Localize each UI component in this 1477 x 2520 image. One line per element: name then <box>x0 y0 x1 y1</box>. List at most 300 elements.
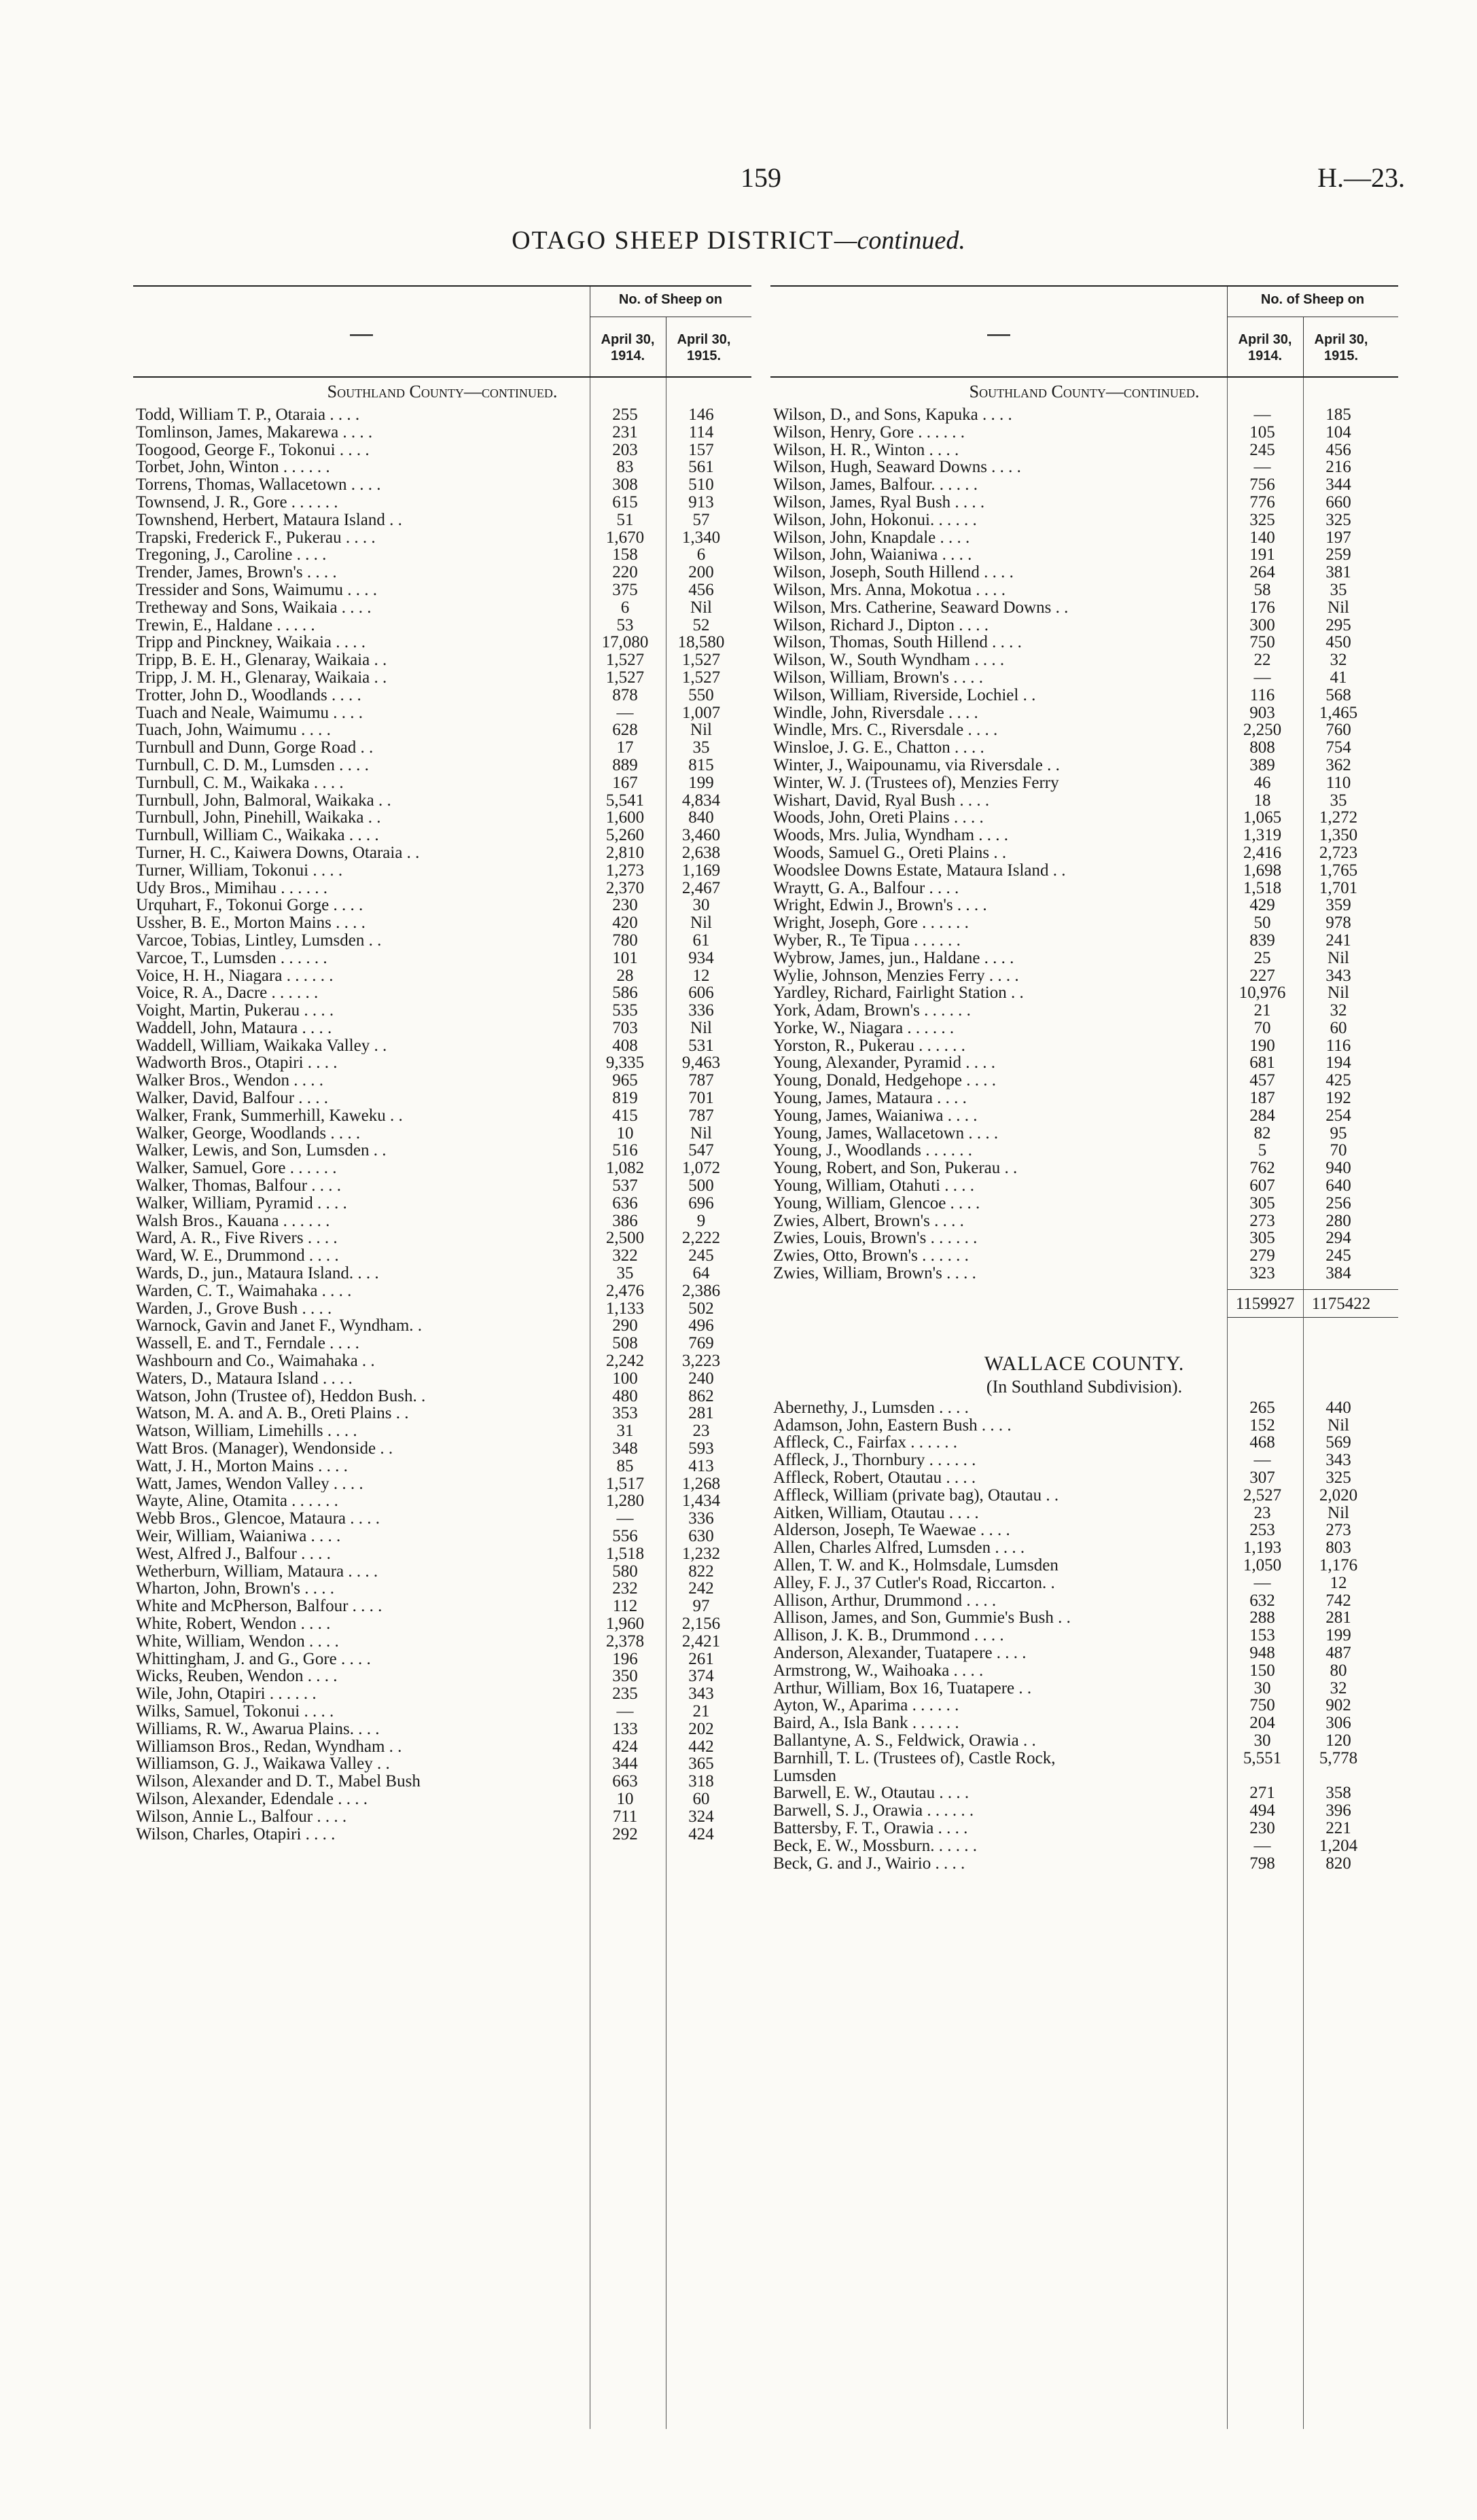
sheep-1915: 18,580 <box>677 633 725 652</box>
table-row <box>133 1422 751 1440</box>
sheep-1914: 153 <box>1249 1626 1275 1645</box>
sheep-1914: 100 <box>612 1369 638 1388</box>
table-row <box>133 1738 751 1756</box>
sheep-1914: 819 <box>612 1089 638 1108</box>
sheep-1914: 348 <box>612 1439 638 1458</box>
sheep-1915: 23 <box>692 1422 710 1441</box>
table-row <box>133 1492 751 1510</box>
sheep-1914: 30 <box>1253 1678 1271 1697</box>
table-row <box>133 757 751 774</box>
table-row <box>133 1563 751 1581</box>
owner-name: Watt Bros. (Manager), Wendonside . . <box>136 1440 393 1458</box>
sheep-1915: 104 <box>1325 422 1351 442</box>
sheep-1915: 21 <box>692 1702 710 1721</box>
sheep-1915: 120 <box>1325 1731 1351 1750</box>
sheep-1914: 776 <box>1249 492 1275 511</box>
owner-name: Udy Bros., Mimihau . . . . . . <box>136 879 327 897</box>
sheep-1914: 50 <box>1253 914 1271 933</box>
owner-name: Toogood, George F., Tokonui . . . . <box>136 441 370 459</box>
owner-name: West, Alfred J., Balfour . . . . <box>136 1545 331 1563</box>
sheep-1915: 510 <box>688 475 714 494</box>
table-row <box>770 1229 1398 1247</box>
table-row <box>133 634 751 651</box>
sheep-1915: 696 <box>688 1193 714 1212</box>
owner-name: Baird, A., Isla Bank . . . . . . <box>773 1714 959 1732</box>
sheep-1914: 10 <box>616 1123 634 1142</box>
owner-name: Varcoe, Tobias, Lintley, Lumsden . . <box>136 931 382 950</box>
owner-name: Tripp and Pinckney, Waikaia . . . . <box>136 634 366 652</box>
owner-name: Wilson, Joseph, South Hillend . . . . <box>773 564 1014 581</box>
sheep-1915: 1,701 <box>1319 878 1358 897</box>
table-row <box>133 1388 751 1405</box>
sheep-1914: 353 <box>612 1404 638 1423</box>
table-row <box>770 1557 1398 1574</box>
sheep-1914: 424 <box>612 1737 638 1756</box>
owner-name: Wright, Edwin J., Brown's . . . . <box>773 897 987 915</box>
sheep-1915: 362 <box>1325 755 1351 774</box>
table-row <box>770 1487 1398 1505</box>
sheep-1914: 305 <box>1249 1229 1275 1248</box>
county-heading: Southland County—continued. <box>969 382 1200 401</box>
table-row <box>133 984 751 1002</box>
table-row <box>133 1054 751 1072</box>
table-row <box>133 1703 751 1721</box>
table-row <box>770 1090 1398 1107</box>
sheep-1915: 254 <box>1325 1106 1351 1125</box>
sheep-1914: 9,335 <box>605 1054 645 1073</box>
sheep-1915: 440 <box>1325 1398 1351 1417</box>
owner-name: Urquhart, F., Tokonui Gorge . . . . <box>136 897 363 915</box>
sheep-1914: 101 <box>612 948 638 967</box>
table-row <box>133 546 751 564</box>
sheep-1915: 32 <box>1330 1001 1347 1020</box>
sheep-1915: 325 <box>1325 1469 1351 1488</box>
owner-name: Zwies, Otto, Brown's . . . . . . <box>773 1247 969 1265</box>
sheep-1914: — <box>616 1702 634 1721</box>
sheep-1915: 336 <box>688 1001 714 1020</box>
sheep-1915: 1,350 <box>1319 826 1358 845</box>
table-row <box>133 932 751 950</box>
sheep-1915: 343 <box>1325 1451 1351 1470</box>
owner-name: Ward, A. R., Five Rivers . . . . <box>136 1229 338 1248</box>
table-row <box>133 1370 751 1388</box>
table-row <box>770 1125 1398 1142</box>
year-1914-header: April 30, 1914. <box>601 332 655 363</box>
owner-name: Wilson, William, Brown's . . . . <box>773 668 983 687</box>
owner-name: Trewin, E., Haldane . . . . . <box>136 616 315 634</box>
table-row <box>133 476 751 494</box>
sheep-1915: 701 <box>688 1089 714 1108</box>
table-row <box>770 950 1398 967</box>
table-row <box>770 1767 1398 1785</box>
sheep-1914: 408 <box>612 1036 638 1055</box>
table-row <box>133 1545 751 1563</box>
sheep-1915: 593 <box>688 1439 714 1458</box>
table-row <box>770 1627 1398 1644</box>
owner-name: White, William, Wendon . . . . <box>136 1632 339 1651</box>
owner-name: Wybrow, James, jun., Haldane . . . . <box>773 949 1014 967</box>
table-row <box>133 774 751 792</box>
sheep-1915: 913 <box>688 492 714 511</box>
owner-name: Beck, E. W., Mossburn. . . . . . <box>773 1837 977 1855</box>
table-row <box>133 1142 751 1159</box>
owner-name: Zwies, William, Brown's . . . . <box>773 1265 976 1282</box>
owner-name: Allen, T. W. and K., Holmsdale, Lumsden <box>773 1557 1058 1574</box>
table-row <box>770 844 1398 862</box>
owner-name: Wilson, John, Knapdale . . . . <box>773 528 970 547</box>
sheep-1915: 1,465 <box>1319 703 1358 722</box>
owner-name: Williamson, G. J., Waikawa Valley . . <box>136 1755 390 1774</box>
owner-name: Arthur, William, Box 16, Tuatapere . . <box>773 1679 1032 1697</box>
owner-name: Webb Bros., Glencoe, Mataura . . . . <box>136 1510 380 1528</box>
sheep-1915: 256 <box>1325 1193 1351 1212</box>
sheep-1915: 424 <box>688 1824 714 1843</box>
sheep-1914: 5,260 <box>605 826 645 845</box>
sheep-1914: 308 <box>612 475 638 494</box>
sheep-1915: 199 <box>688 773 714 792</box>
sheep-1914: 292 <box>612 1824 638 1843</box>
table-body <box>133 378 751 2429</box>
sheep-1915: Nil <box>1328 598 1349 617</box>
sheep-1914: 187 <box>1249 1089 1275 1108</box>
sheep-1915: 2,222 <box>681 1229 721 1248</box>
sheep-1914: 780 <box>612 931 638 950</box>
owner-name: Wilson, W., South Wyndham . . . . <box>773 651 1005 669</box>
owner-name: Woods, Samuel G., Oreti Plains . . <box>773 844 1007 862</box>
table-row <box>770 599 1398 617</box>
sheep-1915: 245 <box>688 1246 714 1265</box>
sheep-1915: 496 <box>688 1316 714 1335</box>
year-1915-header: April 30, 1915. <box>677 332 731 363</box>
sheep-1914: 457 <box>1249 1071 1275 1090</box>
table-row <box>770 1054 1398 1072</box>
table-row <box>133 967 751 985</box>
owner-name: York, Adam, Brown's . . . . . . <box>773 1002 971 1020</box>
sheep-1914: 965 <box>612 1071 638 1090</box>
table-row <box>133 1002 751 1020</box>
title-text: OTAGO SHEEP DISTRICT <box>512 226 834 255</box>
owner-name: Wilks, Samuel, Tokonui . . . . <box>136 1702 334 1721</box>
table-row <box>133 1212 751 1230</box>
sheep-1914: 516 <box>612 1141 638 1160</box>
sheep-1915: 241 <box>1325 931 1351 950</box>
table-row <box>770 458 1398 476</box>
sheep-1915: 902 <box>1325 1696 1351 1715</box>
sheep-1914: 35 <box>616 1264 634 1283</box>
owner-name: Young, William, Glencoe . . . . <box>773 1194 980 1212</box>
sheep-1914: 535 <box>612 1001 638 1020</box>
owner-name: Tuach and Neale, Waimumu . . . . <box>136 704 363 722</box>
sheep-1914: 889 <box>612 755 638 774</box>
sheep-1914: 17,080 <box>601 633 649 652</box>
sheep-1914: 21 <box>1253 1001 1271 1020</box>
owner-name: Voice, H. H., Niagara . . . . . . <box>136 967 334 985</box>
table-row <box>770 1592 1398 1610</box>
sheep-1915: 157 <box>688 440 714 459</box>
sheep-1914: 265 <box>1249 1398 1275 1417</box>
sheep-1914: 255 <box>612 406 638 424</box>
sheep-1914: 1,133 <box>605 1299 645 1318</box>
table-row <box>133 564 751 581</box>
table-row <box>770 1539 1398 1557</box>
table-row <box>133 897 751 914</box>
table-row <box>770 1574 1398 1592</box>
owner-name: Trender, James, Brown's . . . . <box>136 564 337 581</box>
table-row <box>770 984 1398 1002</box>
sheep-1915: 200 <box>688 563 714 582</box>
sheep-1914: 480 <box>612 1386 638 1405</box>
sheep-1914: 70 <box>1253 1018 1271 1037</box>
sheep-1915: 9,463 <box>681 1054 721 1073</box>
sheep-1915: 57 <box>692 510 710 529</box>
sheep-1914: 31 <box>616 1422 634 1441</box>
sheep-1914: 232 <box>612 1579 638 1598</box>
owner-name: Armstrong, W., Waihoaka . . . . <box>773 1661 984 1680</box>
sheep-1915: 550 <box>688 685 714 704</box>
sheep-1914: — <box>616 1509 634 1528</box>
sheep-1915: 2,386 <box>681 1281 721 1300</box>
owner-name: Voight, Martin, Pukerau . . . . <box>136 1002 334 1020</box>
table-row <box>770 1417 1398 1435</box>
sheep-1915: 374 <box>688 1667 714 1686</box>
sheep-1914: 762 <box>1249 1159 1275 1178</box>
sheep-1914: 798 <box>1249 1854 1275 1873</box>
table-row <box>133 651 751 669</box>
owner-name: Williamson Bros., Redan, Wyndham . . <box>136 1738 402 1756</box>
sheep-1914: 903 <box>1249 703 1275 722</box>
owner-name: Trapski, Frederick F., Pukerau . . . . <box>136 528 376 547</box>
sheep-1915: 110 <box>1325 773 1351 792</box>
owner-name: Aitken, William, Otautau . . . . <box>773 1504 979 1522</box>
sheep-1915: 343 <box>1325 966 1351 985</box>
table-row <box>133 1159 751 1177</box>
table-row <box>133 1633 751 1651</box>
owner-name: Tuach, John, Waimumu . . . . <box>136 721 331 740</box>
sheep-1915: 630 <box>688 1527 714 1545</box>
table-row <box>133 1685 751 1703</box>
owner-name: Wilson, William, Riverside, Lochiel . . <box>773 686 1036 704</box>
table-row <box>770 880 1398 897</box>
owner-name: Todd, William T. P., Otaraia . . . . <box>136 406 360 424</box>
owner-name: Wadworth Bros., Otapiri . . . . <box>136 1054 338 1073</box>
sheep-1914: — <box>1253 1836 1271 1855</box>
owner-name: Wayte, Aline, Otamita . . . . . . <box>136 1492 338 1511</box>
sheep-1914: 2,378 <box>605 1632 645 1651</box>
owner-name: Wilson, James, Ryal Bush . . . . <box>773 493 985 511</box>
sheep-1915: 820 <box>1325 1854 1351 1873</box>
sheep-1914: 2,250 <box>1243 721 1282 740</box>
table-row <box>770 1247 1398 1265</box>
sheep-1914: 389 <box>1249 755 1275 774</box>
sheep-1915: 306 <box>1325 1714 1351 1733</box>
table-row <box>770 687 1398 704</box>
table-row <box>770 476 1398 494</box>
table-row <box>133 511 751 529</box>
sheep-1915: 30 <box>692 896 710 915</box>
sheep-1915: Nil <box>1328 948 1349 967</box>
sheep-1914: 1,050 <box>1243 1556 1282 1575</box>
sheep-1915: 456 <box>688 580 714 599</box>
sheep-1915: 35 <box>692 738 710 757</box>
owner-name: Woods, John, Oreti Plains . . . . <box>773 809 984 827</box>
sheep-1915: 840 <box>688 808 714 827</box>
sheep-1915: 2,638 <box>681 843 721 862</box>
left-rows <box>133 406 751 1843</box>
owner-name: Alley, F. J., 37 Cutler's Road, Riccarton. . <box>773 1574 1055 1592</box>
table-row <box>770 1452 1398 1469</box>
sheep-1915: 60 <box>1330 1018 1347 1037</box>
owner-name: Williams, R. W., Awarua Plains. . . . <box>136 1720 380 1738</box>
sheep-1914: 271 <box>1249 1784 1275 1803</box>
table-row <box>770 967 1398 985</box>
sheep-1914: 5 <box>1258 1141 1267 1160</box>
owner-name: Wylie, Johnson, Menzies Ferry . . . . <box>773 967 1019 985</box>
table-row <box>770 1837 1398 1855</box>
table-row <box>770 669 1398 687</box>
sheep-1915: 294 <box>1325 1229 1351 1248</box>
sheep-1914: 537 <box>612 1176 638 1195</box>
owner-name: Townsend, J. R., Gore . . . . . . <box>136 493 338 511</box>
table-row <box>770 774 1398 792</box>
sheep-1914: — <box>1253 458 1271 477</box>
table-row <box>133 1265 751 1282</box>
sheep-1915: 413 <box>688 1456 714 1475</box>
owner-name: Barwell, S. J., Orawia . . . . . . <box>773 1802 974 1820</box>
owner-name: Young, James, Wallacetown . . . . <box>773 1124 999 1142</box>
owner-name: Ward, W. E., Drummond . . . . <box>136 1247 339 1265</box>
sheep-1915: 487 <box>1325 1644 1351 1662</box>
table-row <box>133 1808 751 1826</box>
sheep-1915: 41 <box>1330 668 1347 687</box>
owner-name: Tretheway and Sons, Waikaia . . . . <box>136 598 372 617</box>
sheep-count-header: No. of Sheep on <box>1260 292 1365 307</box>
sheep-1915: Nil <box>1328 1416 1349 1435</box>
owner-name: Winsloe, J. G. E., Chatton . . . . <box>773 739 984 757</box>
owner-name: White, Robert, Wendon . . . . <box>136 1615 331 1633</box>
sheep-1914: 290 <box>612 1316 638 1335</box>
table-row <box>133 1598 751 1615</box>
sheep-1914: 615 <box>612 492 638 511</box>
sheep-1915: 295 <box>1325 615 1351 634</box>
owner-name: Wilson, Henry, Gore . . . . . . <box>773 423 965 442</box>
sheep-1915: 6 <box>696 545 706 564</box>
sheep-1914: 307 <box>1249 1469 1275 1488</box>
owner-name: Wassell, E. and T., Ferndale . . . . <box>136 1335 359 1353</box>
sheep-1914: 468 <box>1249 1433 1275 1452</box>
sheep-1914: 305 <box>1249 1193 1275 1212</box>
sheep-1915: 1,268 <box>681 1474 721 1493</box>
sheep-1915: 2,156 <box>681 1614 721 1633</box>
table-row <box>133 1790 751 1808</box>
sheep-1915: 80 <box>1330 1661 1347 1680</box>
owner-name: Winter, W. J. (Trustees of), Menzies Ferry <box>773 774 1059 792</box>
sheep-1915: 70 <box>1330 1141 1347 1160</box>
sheep-1915: 1,765 <box>1319 861 1358 880</box>
table-row <box>770 651 1398 669</box>
sheep-1914: 284 <box>1249 1106 1275 1125</box>
table-row <box>133 687 751 704</box>
owner-name: Warden, C. T., Waimahaka . . . . <box>136 1282 352 1300</box>
table-row <box>770 704 1398 722</box>
sheep-1915: 1,176 <box>1319 1556 1358 1575</box>
right-rows <box>770 406 1398 1282</box>
sheep-1915: 862 <box>688 1386 714 1405</box>
sheep-1914: 191 <box>1249 545 1275 564</box>
sheep-1915: 318 <box>688 1772 714 1791</box>
table-row <box>770 1037 1398 1055</box>
table-row <box>133 1352 751 1370</box>
sheep-1914: 1,960 <box>605 1614 645 1633</box>
sheep-1915: 35 <box>1330 791 1347 810</box>
table-row <box>770 827 1398 844</box>
owner-name: Wilson, Mrs. Anna, Mokotua . . . . <box>773 581 1006 599</box>
sheep-1914: 808 <box>1249 738 1275 757</box>
table-row <box>770 862 1398 880</box>
table-row <box>133 1773 751 1790</box>
owner-name: Affleck, C., Fairfax . . . . . . <box>773 1434 958 1452</box>
sheep-1914: 253 <box>1249 1521 1275 1540</box>
owner-name: Wilson, Richard J., Dipton . . . . <box>773 616 989 634</box>
table-row <box>770 1265 1398 1282</box>
owner-name: Wilson, Hugh, Seaward Downs . . . . <box>773 458 1021 477</box>
sheep-1914: 5,551 <box>1243 1748 1282 1767</box>
sheep-1915: 32 <box>1330 651 1347 670</box>
table-row <box>133 1317 751 1335</box>
sheep-1915: 396 <box>1325 1801 1351 1820</box>
sheep-1915: 1,434 <box>681 1492 721 1511</box>
sheep-1915: 456 <box>1325 440 1351 459</box>
name-column-header: — <box>987 321 1010 346</box>
sheep-1915: 2,421 <box>681 1632 721 1651</box>
owner-name: Affleck, William (private bag), Otautau . . <box>773 1486 1059 1505</box>
table-row <box>770 897 1398 914</box>
right-column <box>770 285 1398 2429</box>
sheep-1915: 1,272 <box>1319 808 1358 827</box>
sheep-1915: 450 <box>1325 633 1351 652</box>
owner-name: Beck, G. and J., Wairio . . . . <box>773 1854 965 1873</box>
table-row <box>133 494 751 511</box>
owner-name: Wile, John, Otapiri . . . . . . <box>136 1685 317 1703</box>
owner-name: Turner, William, Tokonui . . . . <box>136 861 343 880</box>
sheep-1915: 940 <box>1325 1159 1351 1178</box>
table-row <box>770 1662 1398 1680</box>
owner-name: Torrens, Thomas, Wallacetown . . . . <box>136 476 381 494</box>
table-row <box>133 1335 751 1352</box>
sheep-1914: 344 <box>612 1754 638 1774</box>
sheep-1914: 2,370 <box>605 878 645 897</box>
sheep-1914: 235 <box>612 1685 638 1704</box>
owner-name: Wishart, David, Ryal Bush . . . . <box>773 791 990 810</box>
sheep-1914: 2,242 <box>605 1352 645 1371</box>
sheep-1914: 1,527 <box>605 651 645 670</box>
owner-name: Washbourn and Co., Waimahaka . . <box>136 1352 375 1370</box>
table-row <box>770 442 1398 459</box>
owner-name: Watson, John (Trustee of), Heddon Bush. . <box>136 1387 426 1405</box>
table-row <box>770 1072 1398 1090</box>
owner-name: Allison, James, and Son, Gummie's Bush . . <box>773 1609 1071 1627</box>
table-row <box>133 914 751 932</box>
sheep-1915: 442 <box>688 1737 714 1756</box>
table-row <box>133 739 751 757</box>
sheep-1914: 1,193 <box>1243 1538 1282 1558</box>
page-title <box>0 226 1477 255</box>
table-row <box>770 1107 1398 1125</box>
table-row <box>133 1721 751 1738</box>
sheep-1915: 116 <box>1325 1036 1351 1055</box>
table-row <box>133 721 751 739</box>
sheep-1914: 429 <box>1249 896 1275 915</box>
sheep-1915: 324 <box>688 1807 714 1826</box>
